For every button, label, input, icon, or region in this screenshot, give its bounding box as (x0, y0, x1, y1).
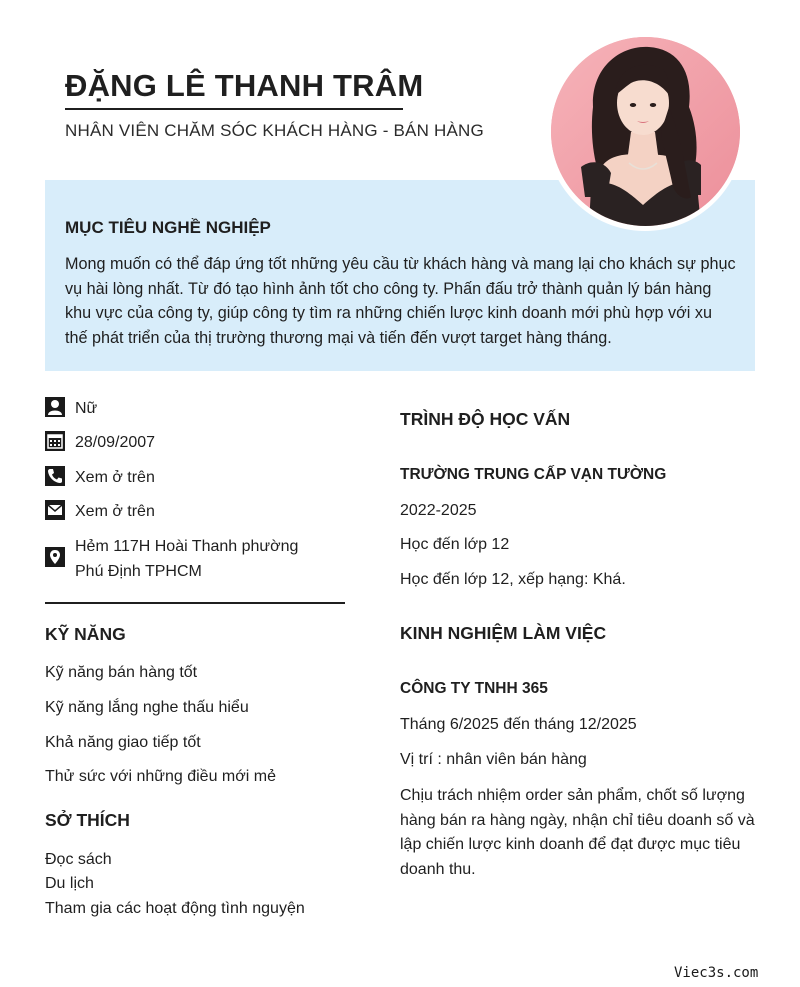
education-detail: Học đến lớp 12 (400, 536, 510, 553)
skill-item: Kỹ năng bán hàng tốt (45, 664, 198, 681)
location-icon (45, 547, 65, 567)
avatar (551, 37, 740, 226)
contact-birthday (45, 431, 345, 455)
objective-text: Mong muốn có thể đáp ứng tốt những yêu cầu từ khách hàng và mang lại cho khách sự phục vụ hài lòng nhất. Từ đó tạo hình ảnh tốt cho công ty. Phấn đấu trở thành quản lý bán hàng khu vực của công ty, giúp công ty tìm ra những chiến lược kinh doanh mới phù hợp với xu thế phát triển của thị trường thương mại và tiến đến vượt target hàng tháng. (65, 255, 736, 347)
phone-icon (45, 466, 65, 486)
watermark: Viec3s.com (674, 965, 759, 981)
contact-address (45, 535, 345, 585)
skills-title: KỸ NĂNG (45, 624, 126, 644)
gender-text: Nữ (75, 400, 98, 417)
school-name: TRƯỜNG TRUNG CẤP VẠN TƯỜNG (400, 466, 667, 483)
experience-title: KINH NGHIỆM LÀM VIỆC (400, 623, 607, 643)
experience-description: Chịu trách nhiệm order sản phẩm, chốt số lượng hàng bán ra hàng ngày, nhận chỉ tiêu doanh số và lập chiến lược kinh doanh để đạt được mục tiêu doanh thu. (400, 787, 755, 878)
mail-icon (45, 500, 65, 520)
hobbies-title: SỞ THÍCH (45, 810, 130, 830)
email-text: Xem ở trên (75, 503, 155, 520)
skill-item: Khả năng giao tiếp tốt (45, 734, 201, 751)
experience-position: Vị trí : nhân viên bán hàng (400, 751, 587, 768)
section-divider (45, 602, 345, 604)
name-underline (65, 108, 403, 110)
person-icon (45, 397, 65, 417)
hobby-item: Tham gia các hoạt động tình nguyện (45, 900, 305, 917)
experience-period: Tháng 6/2025 đến tháng 12/2025 (400, 716, 637, 733)
education-detail: Học đến lớp 12, xếp hạng: Khá. (400, 571, 626, 588)
skill-item: Kỹ năng lắng nghe thấu hiểu (45, 699, 249, 716)
contact-gender (45, 397, 345, 421)
address-line-1: Hẻm 117H Hoài Thanh phường (75, 538, 299, 555)
hobby-item: Đọc sách (45, 851, 112, 868)
address-line-2: Phú Định TPHCM (75, 562, 202, 580)
contact-phone (45, 466, 345, 490)
candidate-name: ĐẶNG LÊ THANH TRÂM (65, 68, 424, 103)
birthday-text: 28/09/2007 (75, 434, 156, 451)
objective-title: MỤC TIÊU NGHỀ NGHIỆP (65, 218, 271, 237)
job-title: NHÂN VIÊN CHĂM SÓC KHÁCH HÀNG - BÁN HÀNG (65, 121, 484, 140)
calendar-icon (45, 431, 65, 451)
company-name: CÔNG TY TNHH 365 (400, 680, 548, 697)
phone-text: Xem ở trên (75, 469, 155, 486)
hobby-item: Du lịch (45, 875, 94, 892)
education-title: TRÌNH ĐỘ HỌC VẤN (400, 409, 571, 429)
education-period: 2022-2025 (400, 502, 477, 519)
contact-email (45, 500, 345, 524)
skill-item: Thử sức với những điều mới mẻ (45, 768, 276, 785)
